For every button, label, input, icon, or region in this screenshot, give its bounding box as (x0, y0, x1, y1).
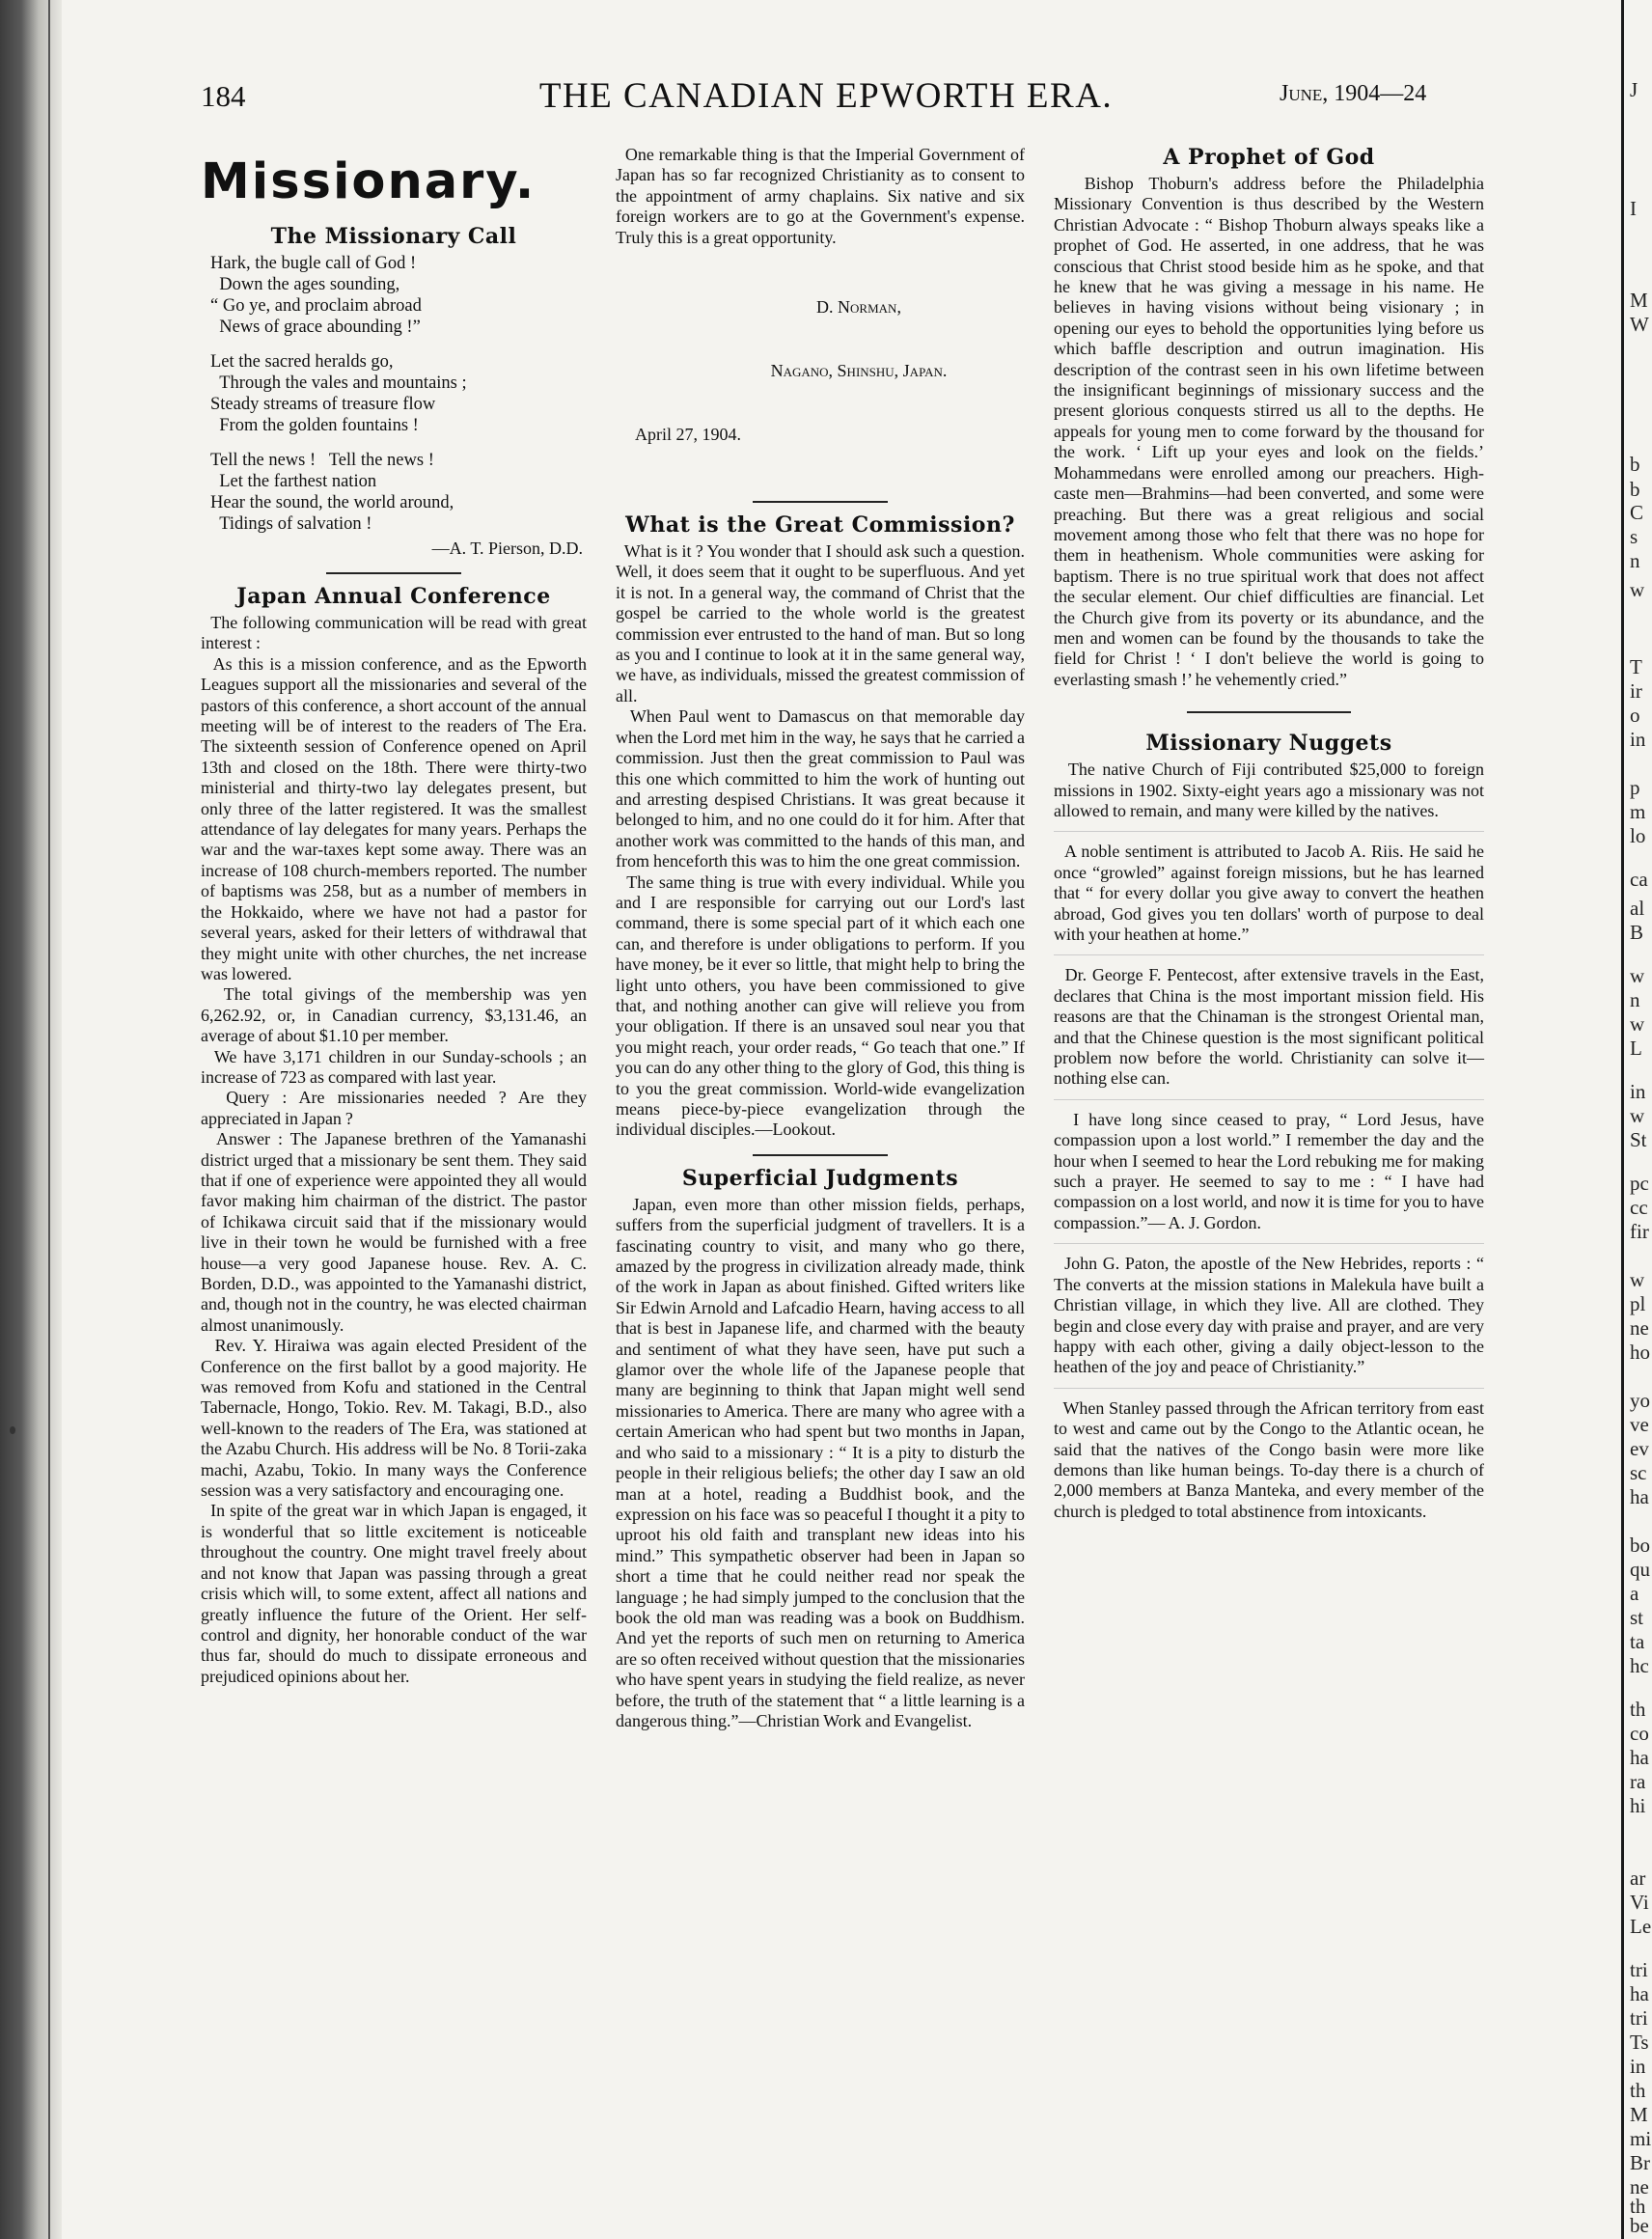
section-divider (326, 572, 461, 574)
adjacent-page-text-fragment: in (1630, 728, 1646, 751)
adjacent-page-text-fragment: b (1630, 453, 1640, 476)
adjacent-page-text-fragment: w (1630, 1104, 1645, 1127)
adjacent-page-text-fragment: ha (1630, 1485, 1649, 1508)
adjacent-page-text-fragment: M (1630, 2103, 1648, 2126)
adjacent-page-text-fragment: hi (1630, 1794, 1646, 1817)
adjacent-page-text-fragment: ar (1630, 1866, 1646, 1890)
poem-stanza: Let the sacred heralds go, Through the vales and mountains ; Steady streams of treasure flow From the golden fountains ! (210, 352, 467, 435)
paragraph: As this is a mission conference, and as the Epworth Leagues support all the missionaries and several of the pastors of this conference, a short account of the annual meeting will be of interest to the readers of The Era. The sixteenth session of Conference opened on April 13th and closed on the 18th. There were thirty-two ministerial and thirty-two lay delegates present, but only three of the latter registered. It was the smallest attendance of lay delegates for many years. Perhaps the war and the war-taxes kept some away. There was an increase of 108 church-members reported. The number of baptisms was 258, but as a number of members in the Hokkaido, where we have not had a pastor for several years, asked for their letters of withdrawal that they might unite with other churches, the net increase was lowered. (201, 653, 591, 983)
adjacent-page-text-fragment: w (1630, 578, 1645, 601)
adjacent-page-text-fragment: a (1630, 1582, 1639, 1605)
adjacent-page-text-fragment: I (1630, 197, 1637, 220)
article-missionary-call (201, 224, 587, 574)
adjacent-page-text-fragment: pl (1630, 1292, 1646, 1315)
adjacent-page-text-fragment: tri (1630, 2006, 1648, 2030)
letter-signature (616, 254, 1025, 487)
poem-stanza: Hark, the bugle call of God ! Down the ages sounding, “ Go ye, and proclaim abroad News of grace abounding !” (210, 254, 422, 337)
poem-author: —A. T. Pierson, D.D. (431, 539, 583, 558)
adjacent-page-text-fragment: L (1630, 1037, 1642, 1060)
paragraph: Bishop Thoburn's address before the Philadelphia Missionary Convention is thus described by the Western Christian Advocate : “ Bishop Thoburn always speaks like a prophet of God. He asserted, in one address, that he was conscious that Christ stood beside him as he spoke, and that he knew that he was giving a message in his name. He believes in having visions without being visionary ; in opening our eyes to behold the opportunities lying before us which baffle description and outrun imagination. His description of the contrast seen in his own lifetime between the insignificant beginnings of missionary success and the present glorious conquests stirred us all to the depths. He appeals for young men to come forward by the thousand for the work. ‘ Lift up your eyes and look on the fields.’ Mohammedans were enrolled among our preachers. High-caste men—Brahmins—had been converted, and some were preaching. But there was a great religious and social movement among those who felt that there was no hope for them in heathenism. Whole communities were asking for baptism. There is no true spiritual work that does not affect the secular element. Our chief difficulties are financial. Let the Church give from its poverty or its abundance, and the men and women can be found by the thousands to take the field for Christ ! ‘ I don't believe the world is going to everlasting smash !’ he vehemently cried.” (1054, 174, 1488, 689)
nugget-paragraph: The native Church of Fiji contributed $25,000 to foreign missions in 1902. Sixty-eight years ago a missionary was not allowed to remain, and many were killed by the natives. (1054, 760, 1489, 820)
nugget-paragraph: When Stanley passed through the African territory from east to west and came out by the Congo to the Atlantic ocean, he said that the natives of the Congo basin were more like demons than like human beings. To-day there is a church of 2,000 members at Banza Manteka, and every member of the church is pledged to total abstinence from intoxicants. (1054, 1397, 1489, 1521)
poem-stanza: Tell the news ! Tell the news ! Let the farthest nation Hear the sound, the world around, Tidings of salvation ! (210, 451, 454, 534)
adjacent-page-text-fragment: lo (1630, 824, 1646, 847)
paragraph: Query : Are missionaries needed ? Are they appreciated in Japan ? (201, 1088, 592, 1128)
adjacent-page-text-fragment: in (1630, 1080, 1646, 1103)
adjacent-page-text-fragment: W (1630, 313, 1649, 336)
column-3 (1054, 145, 1489, 1522)
adjacent-page-edge (1621, 0, 1652, 2239)
adjacent-page-text-fragment: tri (1630, 1958, 1648, 1981)
adjacent-page-text-fragment: ha (1630, 1982, 1649, 2005)
article-title: Missionary Nuggets (1145, 731, 1392, 757)
adjacent-page-text-fragment: mi (1630, 2127, 1652, 2150)
adjacent-page-text-fragment: hc (1630, 1654, 1649, 1677)
adjacent-page-text-fragment: n (1630, 988, 1640, 1011)
paragraph: Japan, even more than other mission fields, perhaps, suffers from the superficial judgment of travellers. It is a fascinating country to visit, and many who go there, amazed by the progress in civilization already made, think of the work in Japan as about finished. Gifted writers like Sir Edwin Arnold and Lafcadio Hearn, having access to all that is best in Japanese life, and charmed with the beauty and sentiment of what they have seen, have put such a glamor over the whole life of the Japanese people that many are beginning to think that Japan might well send missionaries to America. There are many who agree with a certain American who had spent but two months in Japan, and who said to a missionary : “ It is a pity to disturb the people in their religious beliefs; the other day I saw an old man at a hotel, reading a Buddhist book, and the expression on his face was so peaceful I thought it a pity to uproot his old faith and transplant new ideas into his mind.” This sympathetic observer had been in Japan so short a time that he could neither read nor speak the language ; he had simply jumped to the conclusion that the book the old man was reading was a book on Buddhism. And yet the reports of such men on returning to America are so often received without question that the missionaries who have spent years in studying the field realize, as never before, the truth of the statement that “ a little learning is a dangerous thing.”—Christian Work and Evangelist. (616, 1194, 1029, 1730)
adjacent-page-text-fragment: b (1630, 478, 1640, 501)
article-japan-conference (201, 584, 592, 1687)
adjacent-page-text-fragment: fir (1630, 1220, 1649, 1243)
article-title: A Prophet of God (1163, 145, 1375, 170)
paragraph: We have 3,171 children in our Sunday-schools ; an increase of 723 as compared with last year. (201, 1046, 591, 1087)
adjacent-page-text-fragment: al (1630, 897, 1645, 920)
adjacent-page-text-fragment: qu (1630, 1558, 1650, 1581)
article-missionary-nuggets (1054, 731, 1489, 1522)
paragraph: In spite of the great war in which Japan is engaged, it is wonderful that so little excitement is noticeable throughout the country. One might travel freely about and not know that Japan was passing through a great crisis which will, to some extent, affect all nations and greatly influence the future of the Orient. Her self-control and dignity, her honorable conduct of the war thus far, should do much to dissipate erroneous and prejudiced opinions about her. (201, 1501, 591, 1686)
adjacent-page-text-fragment: Br (1630, 2151, 1650, 2174)
signature-place: Nagano, Shinshu, Japan. (770, 361, 948, 381)
adjacent-page-text-fragment: n (1630, 549, 1640, 572)
page-speck (10, 1426, 15, 1434)
issue-date: June, 1904—24 (1280, 81, 1427, 106)
section-divider (1187, 711, 1351, 713)
section-divider (753, 501, 888, 503)
adjacent-page-text-fragment: ne (1630, 1316, 1649, 1340)
paragraph: The total givings of the membership was yen 6,262.92, or, in Canadian currency, $3,131.46, an average of about $1.10 per member. (201, 984, 591, 1046)
adjacent-page-text-fragment: th (1630, 1698, 1646, 1721)
adjacent-page-text-fragment: yo (1630, 1389, 1650, 1412)
adjacent-page-text-fragment: w (1630, 1268, 1645, 1291)
nugget-divider (1054, 954, 1484, 955)
adjacent-page-text-fragment: s (1630, 525, 1638, 548)
adjacent-page-text-fragment: T (1630, 655, 1642, 678)
adjacent-page-text-fragment: p (1630, 776, 1640, 799)
adjacent-page-text-fragment: bo (1630, 1534, 1650, 1557)
page-number: 184 (201, 79, 246, 113)
nugget-paragraph: John G. Paton, the apostle of the New Hebrides, reports : “ The converts at the mission stations in Malekula have built a Christian village, in which they live. All are clothed. They begin and close every day with praise and prayer, and are very happy with each other, giving a daily object-lesson to the heathen of the joy and peace of Christianity.” (1054, 1254, 1488, 1377)
section-divider (753, 1154, 888, 1156)
paragraph: The same thing is true with every individual. While you and I are responsible for carrying out our Lord's last command, there is some special part of it which each one can, and therefore is under obligations to perform. If you have money, be it ever so little, that might help to bring the light unto others, you have been commissioned to give that, and nothing another can give will relieve you from your obligation. If there is an unsaved soul near you that you might reach, your order reads, “ Go teach that one.” If you can do any other thing to the glory of God, this thing is to you the great commission. World-wide evangelization means piece-by-piece evangelization through the individual disciples.—Lookout. (616, 871, 1029, 1140)
adjacent-page-text-fragment: ra (1630, 1770, 1646, 1793)
article-great-commission (616, 512, 1029, 1141)
paragraph: Answer : The Japanese brethren of the Yamanashi district urged that a missionary be sent them. They said that if one of experience were appointed they all would favor making him chairman of the district. The pastor of Ichikawa circuit said that if the missionary would live in their town he would be furnished with a free house—a very good Japanese house. Rev. A. C. Borden, D.D., was appointed to the Yamanashi district, and, though not in the country, he was elected chairman almost unanimously. (201, 1129, 591, 1335)
adjacent-page-text-fragment: sc (1630, 1461, 1647, 1484)
nugget-divider (1054, 831, 1484, 832)
adjacent-page-text-fragment: cc (1630, 1196, 1648, 1219)
adjacent-page-text-fragment: M (1630, 289, 1648, 312)
adjacent-page-text-fragment: th (1630, 2079, 1646, 2102)
adjacent-page-text-fragment: ev (1630, 1437, 1649, 1460)
adjacent-page-text-fragment: in (1630, 2055, 1646, 2078)
column-2 (616, 145, 1029, 1731)
page-header (0, 76, 1621, 122)
adjacent-page-text-fragment: Le (1630, 1915, 1652, 1938)
adjacent-page-text-fragment: Ts (1630, 2031, 1649, 2054)
department-title: Missionary. (201, 153, 537, 210)
paragraph: When Paul went to Damascus on that memorable day when the Lord met him in the way, he says that he carried a commission. Just then the great commission to Paul was this one which committed to him the work of hunting out and arresting despised Christians. It was great because it belonged to him, and no one could do it for him. After that another work was committed to the hands of this man, and from henceforth this was to him the one great commission. (616, 706, 1029, 871)
signature-name: D. Norman, (816, 297, 901, 318)
adjacent-page-text-fragment: ir (1630, 679, 1642, 703)
adjacent-page-text-fragment: pc (1630, 1172, 1649, 1195)
adjacent-page-text-fragment: m (1630, 800, 1646, 823)
article-prophet-of-god (1054, 145, 1488, 690)
column-1 (201, 145, 592, 1687)
signature-date: April 27, 1904. (635, 425, 741, 445)
nugget-divider (1054, 1099, 1484, 1100)
paragraph: The following communication will be read with great interest : (201, 613, 591, 653)
paragraph: Rev. Y. Hiraiwa was again elected President of the Conference on the first ballot by a good majority. He was removed from Kofu and stationed in the Central Tabernacle, Hongo, Tokio. Rev. M. Takagi, B.D., also well-known to the readers of The Era, was stationed at the Azabu Church. His address will be No. 8 Torii-zaka machi, Azabu, Tokio. In many ways the Conference session was a very satisfactory and encouraging one. (201, 1336, 591, 1501)
article-superficial-judgments (616, 1165, 1029, 1732)
nugget-paragraph: Dr. George F. Pentecost, after extensive travels in the East, declares that China is the most important mission field. His reasons are that the Chinaman is the strongest Oriental man, and that the Chinese question is the most significant political problem now before the world. Christianity can solve it—nothing else can. (1054, 965, 1489, 1089)
article-title: Superficial Judgments (681, 1165, 959, 1191)
nugget-paragraph: A noble sentiment is attributed to Jacob A. Riis. He said he once “growled” against foreign missions, but he has learned that “ for every dollar you give away to convert the heathen abroad, God gives you ten dollars' worth of purpose to deal with your heathen at home.” (1054, 842, 1488, 944)
nugget-divider (1054, 1243, 1484, 1244)
adjacent-page-text-fragment: w (1630, 1012, 1645, 1036)
adjacent-page-text-fragment: st (1630, 1606, 1644, 1629)
book-binding-edge (0, 0, 62, 2239)
adjacent-page-text-fragment: Vi (1630, 1891, 1649, 1914)
adjacent-page-text-fragment: th (1630, 2195, 1646, 2218)
adjacent-page-text-fragment: ve (1630, 1413, 1649, 1436)
paragraph-continued: One remarkable thing is that the Imperial Government of Japan has so far recognized Christianity as to consent to the appointment of army chaplains. Six native and six foreign workers are to go at the Government's expense. Truly this is a great opportunity. (616, 145, 1029, 247)
adjacent-page-text-fragment: co (1630, 1722, 1649, 1745)
adjacent-page-text-fragment: w (1630, 964, 1645, 987)
article-title: What is the Great Commission? (625, 512, 1015, 539)
article-title: The Missionary Call (270, 224, 517, 249)
adjacent-page-text-fragment: St (1630, 1128, 1647, 1151)
adjacent-page-text-fragment: B (1630, 921, 1644, 944)
adjacent-page-text-fragment: be (1630, 2214, 1649, 2237)
adjacent-page-text-fragment: o (1630, 704, 1640, 727)
adjacent-page-text-fragment: ca (1630, 868, 1648, 891)
adjacent-page-text-fragment: ha (1630, 1746, 1649, 1769)
article-title: Japan Annual Conference (236, 584, 551, 609)
adjacent-page-text-fragment: J (1630, 78, 1638, 101)
running-title: THE CANADIAN EPWORTH ERA. (538, 76, 1114, 116)
adjacent-page-text-fragment: ta (1630, 1630, 1645, 1653)
adjacent-page-text-fragment: ne (1630, 2175, 1649, 2198)
nugget-divider (1054, 1388, 1484, 1389)
adjacent-page-text-fragment: C (1630, 501, 1644, 524)
adjacent-page-text-fragment: ho (1630, 1341, 1650, 1364)
nugget-paragraph: I have long since ceased to pray, “ Lord Jesus, have compassion upon a lost world.” I remember the day and the hour when I seemed to hear the Lord rebuking me for making such a prayer. He seemed to say to me : “ I have had compassion on a lost world, and now it is time for you to have compassion.”— A. J. Gordon. (1054, 1109, 1489, 1232)
paragraph: What is it ? You wonder that I should ask such a question. Well, it does seem that it ought to be superfluous. And yet it is not. In a general way, the command of Christ that the gospel be carried to the whole world is the greatest commission ever entrusted to the hand of man. But so long as you and I continue to look at it in the same general way, we have, as individuals, missed the greatest commission of all. (616, 541, 1029, 705)
